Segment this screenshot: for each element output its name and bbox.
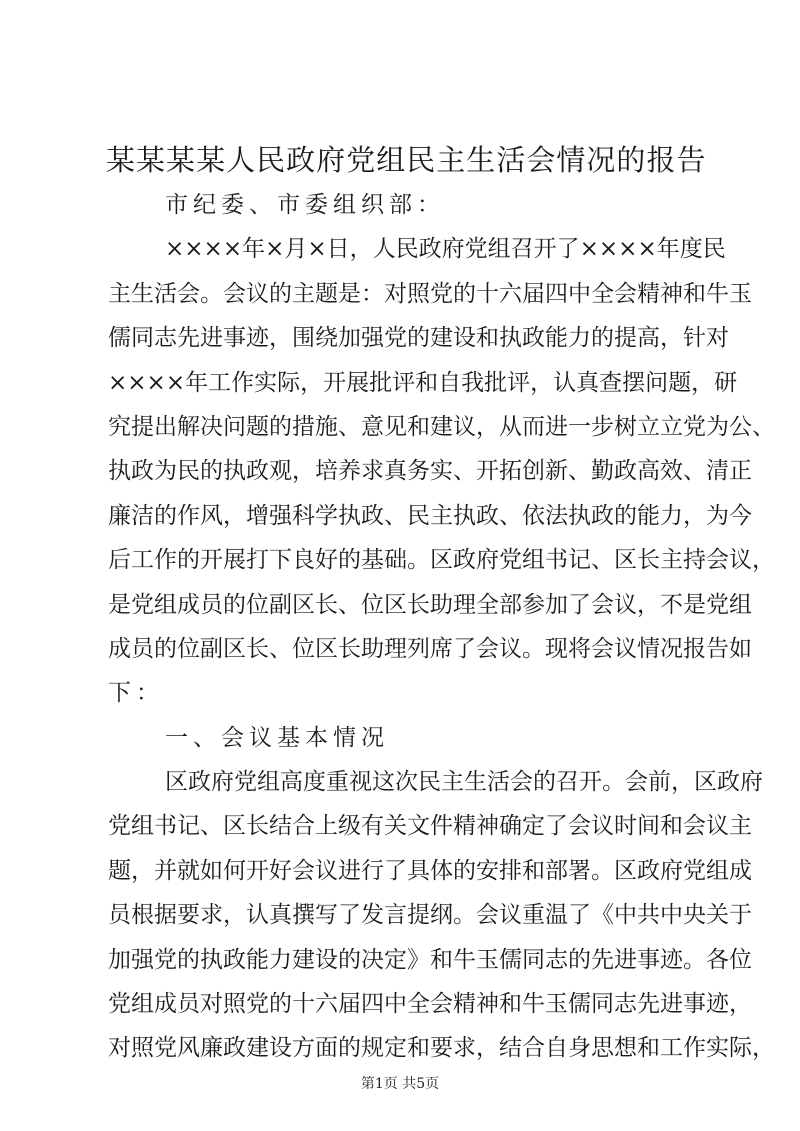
paragraph-line: 一、会议基本情况 [165,724,389,751]
document-title: 某某某某人民政府党组民主生活会情况的报告 [106,143,706,177]
paragraph-line: 加强党的执政能力建设的决定》和牛玉儒同志的先进事迹。各位 [108,946,752,973]
paragraph-line: ××××年×月×日，人民政府党组召开了××××年度民 [165,236,726,263]
paragraph-line: 儒同志先进事迹，围绕加强党的建设和执政能力的提高，针对 [108,325,729,352]
paragraph-line: 员根据要求，认真撰写了发言提纲。会议重温了《中共中央关于 [108,902,752,929]
paragraph-line: 党组书记、区长结合上级有关文件精神确定了会议时间和会议主 [108,813,752,840]
paragraph-line: 题，并就如何开好会议进行了具体的安排和部署。区政府党组成 [108,857,752,884]
paragraph-line: 究提出解决问题的措施、意见和建议，从而进一步树立立党为公、 [108,413,775,440]
paragraph-line: 下： [108,680,164,707]
paragraph-line: 党组成员对照党的十六届四中全会精神和牛玉儒同志先进事迹， [108,991,752,1018]
document-body [108,183,775,1071]
page-footer: 第1页 共5页 [360,1076,440,1092]
paragraph-line: ××××年工作实际，开展批评和自我批评，认真查摆问题，研 [108,369,738,396]
paragraph-line: 成员的位副区长、位区长助理列席了会议。现将会议情况报告如 [108,635,752,662]
paragraph-line: 区政府党组高度重视这次民主生活会的召开。会前，区政府 [165,769,763,796]
paragraph-line: 对照党风廉政建设方面的规定和要求，结合自身思想和工作实际， [108,1035,775,1062]
paragraph-line: 执政为民的执政观，培养求真务实、开拓创新、勤政高效、清正 [108,458,752,485]
paragraph-line: 是党组成员的位副区长、位区长助理全部参加了会议，不是党组 [108,591,752,618]
paragraph-line: 廉洁的作风，增强科学执政、民主执政、依法执政的能力，为今 [108,502,752,529]
paragraph-line: 主生活会。会议的主题是：对照党的十六届四中全会精神和牛玉 [108,280,752,307]
paragraph-line: 市纪委、市委组织部： [165,192,445,218]
paragraph-line: 后工作的开展打下良好的基础。区政府党组书记、区长主持会议， [108,547,775,574]
